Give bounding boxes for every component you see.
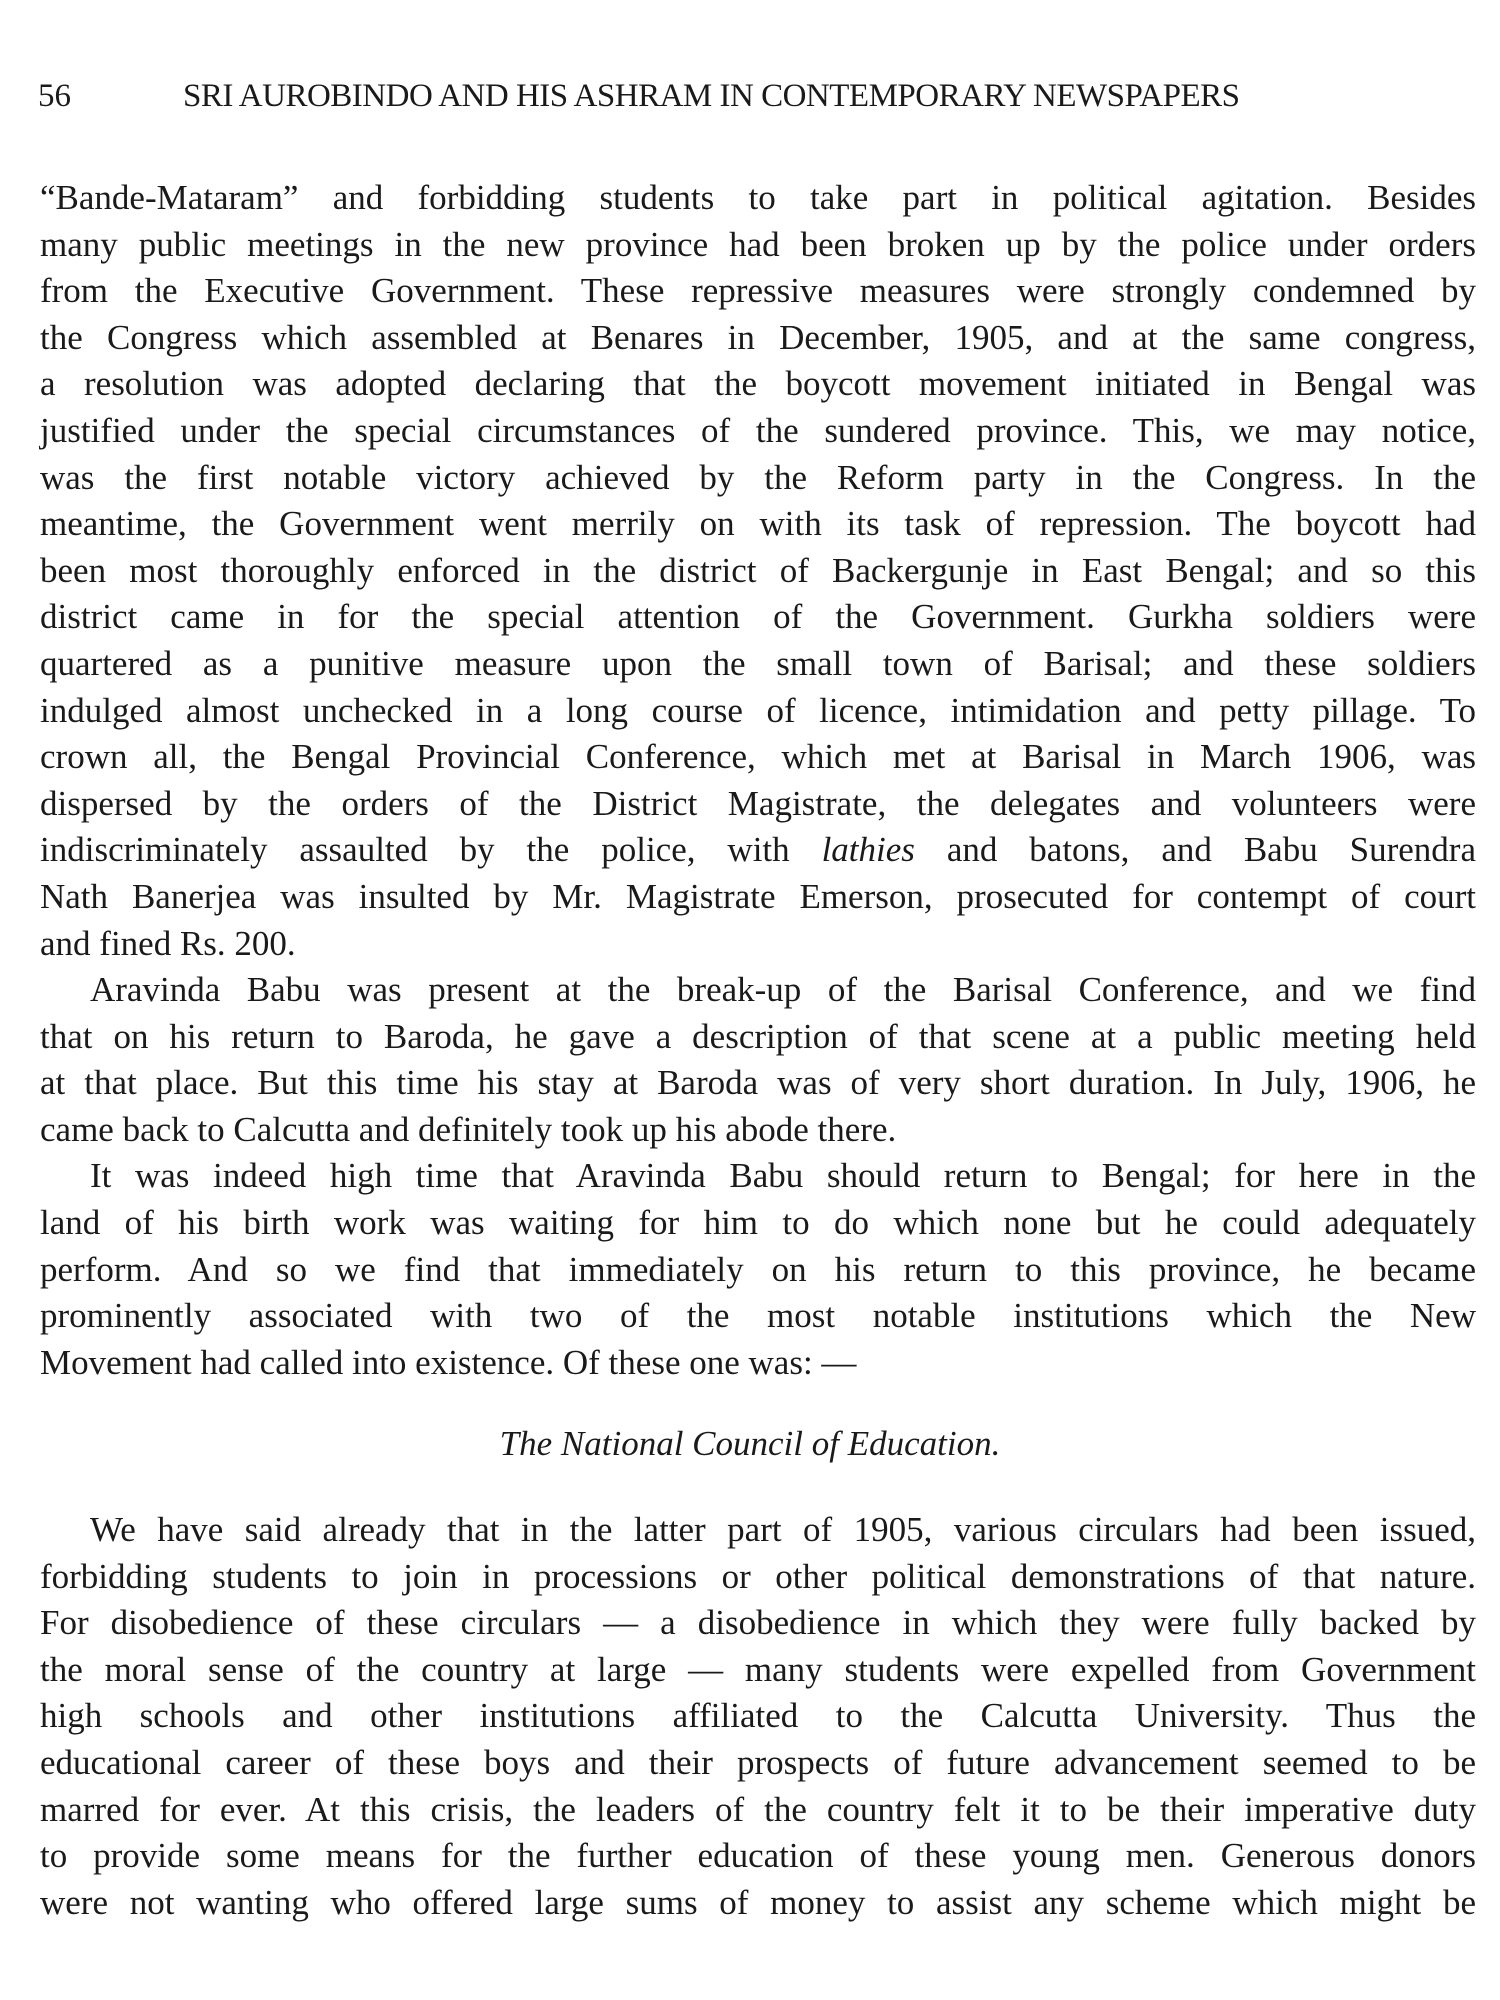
text-line: educational career of these boys and their prospects of future advancement seemed to be [40, 1742, 1476, 1782]
italic-term: lathies [821, 830, 915, 870]
text-line: quartered as a punitive measure upon the small town of Barisal; and these soldiers [40, 643, 1476, 683]
text-line: Movement had called into existence. Of these one was: — [40, 1342, 857, 1382]
text-line: Aravinda Babu was present at the break-up of the Barisal Conference, and we find [90, 970, 1476, 1010]
section-heading: The National Council of Education. [499, 1424, 1001, 1463]
text-line: the Congress which assembled at Benares in December, 1905, and at the same congress, [40, 317, 1476, 357]
running-title: SRI AUROBINDO AND HIS ASHRAM IN CONTEMPORARY NEWSPAPERS [183, 78, 1240, 114]
text-line: perform. And so we find that immediately on his return to this province, he became [40, 1249, 1476, 1289]
text-line: land of his birth work was waiting for him to do which none but he could adequately [40, 1203, 1476, 1243]
text-line: forbidding students to join in processions or other political demonstrations of that nature. [40, 1556, 1476, 1596]
text-line: meantime, the Government went merrily on with its task of repression. The boycott had [40, 504, 1476, 544]
text-line: Nath Banerjea was insulted by Mr. Magistrate Emerson, prosecuted for contempt of court [40, 876, 1476, 916]
text-line: prominently associated with two of the most notable institutions which the New [40, 1296, 1476, 1336]
text-line: “Bande-Mataram” and forbidding students to take part in political agitation. Besides [40, 178, 1476, 217]
text-line: crown all, the Bengal Provincial Conference, which met at Barisal in March 1906, was [40, 737, 1476, 777]
text-line: It was indeed high time that Aravinda Babu should return to Bengal; for here in the [90, 1156, 1476, 1196]
text-line: For disobedience of these circulars — a disobedience in which they were fully backed by [40, 1603, 1476, 1643]
page-number: 56 [38, 78, 71, 114]
text-line: indiscriminately assaulted by the police, with lathies and batons, and Babu Surendra [40, 830, 1476, 870]
text-line: indulged almost unchecked in a long course of licence, intimidation and petty pillage. To [40, 690, 1476, 730]
text-line: came back to Calcutta and definitely took up his abode there. [40, 1109, 897, 1149]
body-text-bottom [40, 1507, 1476, 1926]
text-line: the moral sense of the country at large — many students were expelled from Government [40, 1649, 1476, 1689]
text-line: high schools and other institutions affiliated to the Calcutta University. Thus the [40, 1696, 1476, 1736]
text-line: and fined Rs. 200. [40, 923, 296, 963]
text-line: We have said already that in the latter part of 1905, various circulars had been issued, [90, 1510, 1476, 1549]
text-line: from the Executive Government. These repressive measures were strongly condemned by [40, 271, 1476, 311]
text-line: was the first notable victory achieved by the Reform party in the Congress. In the [40, 457, 1476, 497]
text-line: a resolution was adopted declaring that the boycott movement initiated in Bengal was [40, 364, 1476, 404]
text-line: at that place. But this time his stay at Baroda was of very short duration. In July, 1906, he [40, 1063, 1476, 1103]
text-line: to provide some means for the further education of these young men. Generous donors [40, 1836, 1476, 1876]
text-line: many public meetings in the new province had been broken up by the police under orders [40, 224, 1476, 264]
text-line: were not wanting who offered large sums of money to assist any scheme which might be [40, 1882, 1476, 1922]
text-line: district came in for the special attention of the Government. Gurkha soldiers were [40, 597, 1476, 637]
text-line: justified under the special circumstances of the sundered province. This, we may notice, [40, 410, 1476, 450]
text-line: dispersed by the orders of the District Magistrate, the delegates and volunteers were [40, 783, 1476, 823]
text-line: marred for ever. At this crisis, the leaders of the country felt it to be their imperative duty [40, 1789, 1476, 1829]
text-line: been most thoroughly enforced in the district of Backergunje in East Bengal; and so this [40, 550, 1476, 590]
text-line: that on his return to Baroda, he gave a description of that scene at a public meeting held [40, 1016, 1476, 1056]
body-text-top [40, 175, 1476, 1386]
